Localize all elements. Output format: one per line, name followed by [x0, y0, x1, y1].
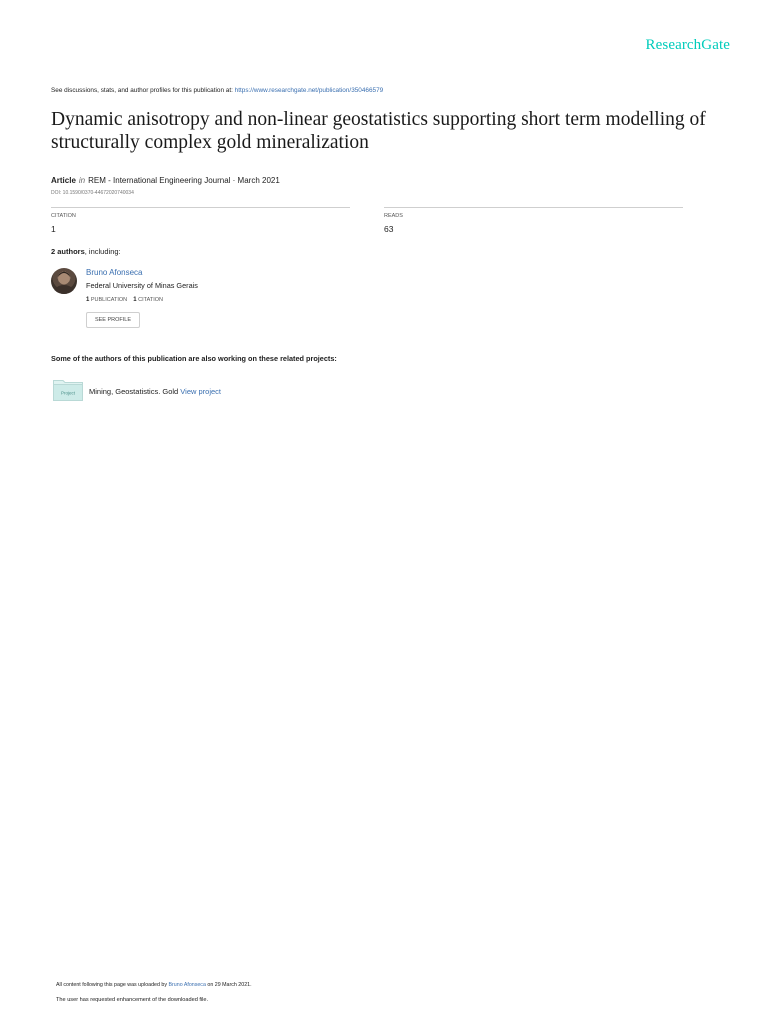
author-stats [86, 297, 163, 303]
citations-count: 1 [133, 297, 137, 303]
researchgate-logo[interactable]: ResearchGate [645, 37, 730, 53]
paper-title: Dynamic anisotropy and non-linear geostatistics supporting short term modelling of structurally complex gold mineralization [51, 109, 706, 153]
citation-value: 1 [51, 224, 56, 234]
project-entry [89, 387, 221, 396]
reads-divider [384, 207, 683, 208]
article-type: Article [51, 176, 76, 185]
project-title: Mining, Geostatistics. Gold [89, 387, 179, 396]
upload-suffix: on 29 March 2021. [207, 982, 252, 988]
publications-count: 1 [86, 297, 90, 303]
reads-label: READS [384, 213, 403, 219]
in-label: in [78, 176, 86, 185]
upload-prefix: All content following this page was uploaded by [56, 982, 168, 988]
uploader-link[interactable]: Bruno Afonseca [168, 982, 206, 988]
avatar[interactable] [51, 268, 77, 294]
discussions-line [51, 87, 383, 94]
paper-meta [51, 176, 280, 185]
citation-label: CITATION [51, 213, 76, 219]
authors-count [51, 247, 121, 256]
publications-label: PUBLICATION [90, 297, 128, 303]
discussions-prefix: See discussions, stats, and author profiles for this publication at: [51, 87, 233, 94]
related-projects-heading: Some of the authors of this publication are also working on these related projects: [51, 354, 337, 363]
upload-note [56, 982, 252, 988]
author-affiliation: Federal University of Minas Gerais [86, 281, 198, 290]
venue-date[interactable]: REM - International Engineering Journal · March 2021 [88, 176, 280, 185]
see-profile-button[interactable]: SEE PROFILE [86, 312, 140, 328]
author-name-link[interactable]: Bruno Afonseca [86, 268, 143, 277]
view-project-link[interactable]: View project [180, 387, 222, 396]
publication-link[interactable]: https://www.researchgate.net/publication/350466579 [234, 87, 384, 94]
project-icon-label: Project [60, 390, 76, 396]
project-folder-icon[interactable] [53, 380, 83, 401]
authors-count-bold: 2 authors [51, 247, 85, 256]
avatar-photo-icon [51, 268, 77, 294]
authors-count-rest: , including: [84, 247, 121, 256]
doi[interactable]: DOI: 10.1590/0370-44672020740034 [51, 190, 134, 196]
citations-label: CITATION [138, 297, 163, 303]
enhancement-note: The user has requested enhancement of the downloaded file. [56, 997, 209, 1003]
reads-value: 63 [384, 224, 394, 234]
citation-divider [51, 207, 350, 208]
